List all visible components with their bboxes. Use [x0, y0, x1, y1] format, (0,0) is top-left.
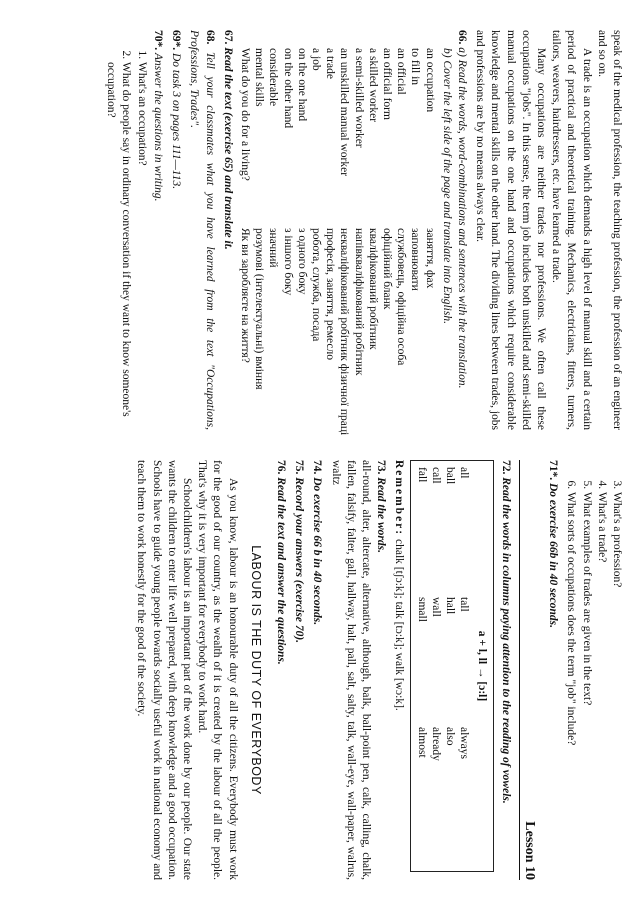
exercise-number: 74.	[311, 460, 324, 475]
exercise-number: 72.	[499, 460, 512, 475]
vocab-row	[238, 48, 252, 448]
vocabulary-table	[238, 48, 437, 448]
vowel-column	[415, 467, 471, 587]
vocab-en: mental skills	[253, 48, 266, 107]
exercise-number: 71*.	[547, 460, 560, 481]
exercise-instruction: Tell your classmates what you have learned from the text "Occupations, Professions, Trades".	[188, 30, 216, 430]
vocab-ua: кваліфікований робітник	[366, 228, 379, 350]
vowel-word: almost	[416, 727, 429, 758]
exercise-number: 73.	[375, 460, 388, 475]
vowel-word: wall	[430, 597, 443, 617]
vowel-word: all	[458, 467, 471, 479]
exercise-73-words: all-round, alter, altercate, alternative, although, balk, ball-point pen, calk, calling, chalk, fallen, falsify, falter, gall, hallway, halt, pall, salt, salty, talk, wall-eye, wall-paper, walrus, waltz	[329, 460, 372, 880]
vocab-ua: некваліфікований робітник фізичної праці	[338, 228, 351, 436]
exercise-instruction: Read the words in columns paying attention to the reading of vowels.	[499, 477, 512, 804]
exercise-67	[220, 30, 235, 430]
body-paragraph: As you know, labour is an honourable duty of all the citizens. Everybody must work for the good of our country, as the wealth of it is created by the labour of all the people. That's why it is very important for everybody to work hard.	[196, 460, 239, 880]
vocab-en: considerable	[267, 48, 280, 107]
vocab-en: on the one hand	[295, 48, 308, 122]
exercise-71	[545, 460, 560, 880]
remember-text: chalk [tʃɔ:k]; talk [tɔ:k]; walk [wɔ:k].	[393, 538, 406, 711]
vocab-row	[366, 48, 380, 448]
vowel-reading-box	[410, 460, 493, 872]
vocab-ua: заповнювати	[409, 228, 422, 291]
vowel-word: ball	[444, 467, 457, 485]
exercise-instruction: Read the text and answer the questions.	[274, 477, 287, 665]
exercise-73	[373, 460, 388, 880]
vowel-word: tall	[458, 597, 471, 612]
vocab-en: a trade	[324, 48, 337, 79]
paragraph-jobs: Many occupations are neither trades nor professions. We often call these occupations "jobs". In this sense, the term job includes both unskilled and semi-skilled manual occupations on the one hand and occupations which require considerable knowledge and mental skills on the other hand. The dividing lines between trades, jobs and professions are by no means always clear.	[474, 30, 547, 430]
vowel-word: always	[458, 727, 471, 759]
vocab-row	[252, 48, 266, 448]
vocab-row	[280, 48, 294, 448]
vocab-ua: професія, заняття, ремесло	[324, 228, 337, 360]
exercise-66-a	[454, 30, 469, 430]
exercise-number: 69*.	[170, 30, 183, 51]
vocab-row	[295, 48, 309, 448]
exercise-instruction: Read the text (exercise 65) and translate it.	[221, 47, 234, 250]
exercise-number: 70*.	[151, 30, 164, 51]
exercise-number: 68.	[203, 30, 216, 45]
vocab-row	[394, 48, 408, 448]
left-column	[14, 30, 624, 436]
question-item: 1. What's an occupation?	[134, 62, 149, 430]
vocab-en: a skilled worker	[366, 48, 379, 123]
vocab-ua: з одного боку	[295, 228, 308, 295]
exercise-instruction: Read the words.	[375, 477, 388, 553]
text-title: LABOUR IS THE DUTY OF EVERYBODY	[248, 545, 263, 795]
vowel-word: call	[430, 467, 443, 484]
vowel-word: fall	[416, 467, 429, 483]
exercise-75	[291, 460, 306, 880]
body-paragraph: Schoolchildren's labour is an important part of the work done by our people. Our state wants the children to enter life well prepared, with deep knowledge and a good occupation. Schools have to guide young people towards socially useful work in national economy and teach them to work honestly for the good of the society.	[135, 460, 193, 880]
exercise-instruction: Record your answers (exercise 70).	[293, 477, 306, 644]
exercise-number: 76.	[274, 460, 287, 475]
question-item: 3. What's a profession?	[609, 492, 624, 880]
exercise-number: 67.	[221, 30, 234, 45]
vocab-ua: службовець, офіційна особа	[395, 228, 408, 366]
vocab-ua: заняття, фах	[423, 228, 436, 289]
vocab-en: to fill in	[409, 48, 422, 86]
vocab-ua: офіційний бланк	[380, 228, 393, 310]
question-item: 4. What's a trade?	[594, 492, 609, 880]
vocab-en: What do you do for a living?	[238, 48, 251, 181]
exercise-instruction: Do task 3 on pages 111—113.	[170, 53, 183, 190]
question-list	[103, 30, 149, 430]
exercise-instruction: Do exercise 66b in 40 seconds.	[547, 483, 560, 629]
exercise-instruction: a) Read the words, word-combinations and sentences with the translation.	[455, 47, 468, 389]
exercise-66-b: b) Cover the left side of the page and translate into English.	[440, 48, 453, 324]
vocab-row	[351, 48, 365, 448]
vowel-word: small	[416, 597, 429, 622]
vocab-en: a semi-skilled worker	[352, 48, 365, 148]
vowel-word: already	[430, 727, 443, 761]
vocab-ua: напівкваліфікований робітник	[352, 228, 365, 376]
vocab-ua: робота, служба, посада	[309, 228, 322, 342]
vocab-en: an occupation	[423, 48, 436, 113]
vocab-ua: розумові (інтелектуальні) вміння	[253, 228, 266, 390]
remember-note	[391, 460, 406, 880]
vowel-columns	[415, 467, 471, 865]
vocab-row	[337, 48, 351, 448]
question-item: 6. What sorts of occupations does the term "job" include?	[563, 492, 578, 880]
exercise-76	[273, 460, 288, 880]
exercise-74	[309, 460, 324, 880]
lesson-title: Lesson 10	[519, 460, 537, 880]
question-item: 2. What do people say in ordinary conversation if they want to know someone's occupation?	[103, 62, 133, 430]
vowel-column	[415, 597, 471, 717]
vocab-row	[408, 48, 422, 448]
vowel-rule: a + l, ll → [ɔ:l]	[475, 630, 488, 702]
exercise-72	[498, 460, 513, 880]
question-item: 5. What examples of trades are given in the text?	[578, 492, 593, 880]
vocab-en: an unskilled manual worker	[338, 48, 351, 177]
question-list-continued	[563, 460, 624, 880]
paragraph-trade: A trade is an occupation which demands a high level of manual skill and a certain period of practical and theoretical training. Mechanics, electricians, fitters, turners, tailors, weavers, hairdressers, etc. have learned a trade.	[550, 30, 593, 430]
vocab-row	[309, 48, 323, 448]
right-column	[14, 460, 624, 880]
vocab-row	[323, 48, 337, 448]
vocab-row	[422, 48, 436, 448]
vocab-row	[266, 48, 280, 448]
vocab-ua: з іншого боку	[281, 228, 294, 296]
exercise-70	[150, 30, 165, 430]
exercise-number: 75.	[293, 460, 306, 475]
vocab-en: an official	[395, 48, 408, 95]
paragraph-continuation: speak of the medical profession, the teaching profession, the profession of an engineer and so on.	[595, 30, 623, 430]
remember-label: Remember:	[393, 460, 406, 537]
vowel-word: hall	[444, 597, 457, 615]
vocab-en: an official form	[380, 48, 393, 120]
vowel-word: also	[444, 727, 457, 746]
exercise-instruction: Do exercise 66 b in 40 seconds.	[311, 477, 324, 626]
vocab-ua: значний	[267, 228, 280, 268]
exercise-instruction: Answer the questions in writing.	[151, 53, 164, 202]
exercise-68	[186, 30, 216, 430]
vocab-row	[380, 48, 394, 448]
vowel-column	[415, 727, 471, 847]
vocab-en: on the other hand	[281, 48, 294, 129]
exercise-69	[168, 30, 183, 430]
vocab-en: a job	[309, 48, 322, 71]
exercise-number: 66.	[455, 30, 468, 45]
vocab-ua: Як ви заробляєте на життя?	[238, 228, 251, 363]
